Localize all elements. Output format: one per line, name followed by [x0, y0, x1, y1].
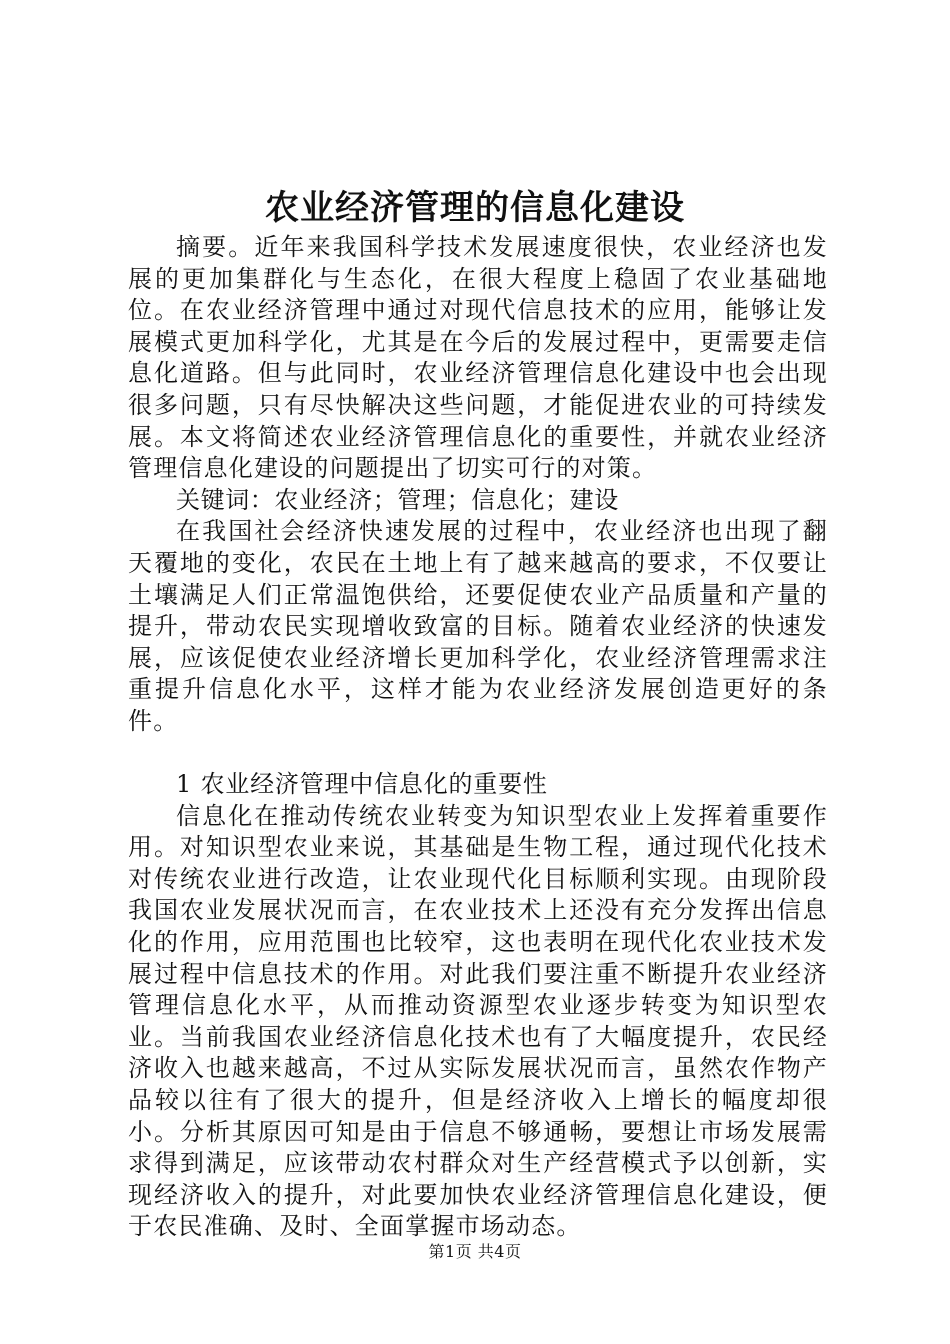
intro-paragraph: 在我国社会经济快速发展的过程中，农业经济也出现了翻天覆地的变化，农民在土地上有了越来越高的要求，不仅要让土壤满足人们正常温饱供给，还要促使农业产品质量和产量的提升，带动农民实现增收致富的目标。随着农业经济的快速发展，应该促使农业经济增长更加科学化，农业经济管理需求注重提升信息化水平，这样才能为农业经济发展创造更好的条件。: [128, 517, 828, 735]
paragraph-spacer: [128, 738, 828, 770]
document-title: 农业经济管理的信息化建设: [265, 188, 685, 228]
section-heading: 1 农业经济管理中信息化的重要性: [176, 770, 548, 799]
document-body: [128, 232, 828, 1243]
section-body-paragraph: 信息化在推动传统农业转变为知识型农业上发挥着重要作用。对知识型农业来说，其基础是生物工程，通过现代化技术对传统农业进行改造，让农业现代化目标顺利实现。由现阶段我国农业发展状况而言，在农业技术上还没有充分发挥出信息化的作用，应用范围也比较窄，这也表明在现代化农业技术发展过程中信息技术的作用。对此我们要注重不断提升农业经济管理信息化水平，从而推动资源型农业逐步转变为知识型农业。当前我国农业经济信息化技术也有了大幅度提升，农民经济收入也越来越高，不过从实际发展状况而言，虽然农作物产品较以往有了很大的提升，但是经济收入上增长的幅度却很小。分析其原因可知是由于信息不够通畅，要想让市场发展需求得到满足，应该带动农村群众对生产经营模式予以创新，实现经济收入的提升，对此要加快农业经济管理信息化建设，便于农民准确、及时、全面掌握市场动态。: [128, 801, 828, 1241]
page-footer: 第1页 共4页: [428, 1242, 522, 1261]
abstract-paragraph: 摘要。近年来我国科学技术发展速度很快，农业经济也发展的更加集群化与生态化，在很大程度上稳固了农业基础地位。在农业经济管理中通过对现代信息技术的应用，能够让发展模式更加科学化，尤其是在今后的发展过程中，更需要走信息化道路。但与此同时，农业经济管理信息化建设中也会出现很多问题，只有尽快解决这些问题，才能促进农业的可持续发展。本文将简述农业经济管理信息化的重要性，并就农业经济管理信息化建设的问题提出了切实可行的对策。: [128, 233, 828, 483]
keywords-paragraph: 关键词：农业经济；管理；信息化；建设: [176, 485, 619, 514]
